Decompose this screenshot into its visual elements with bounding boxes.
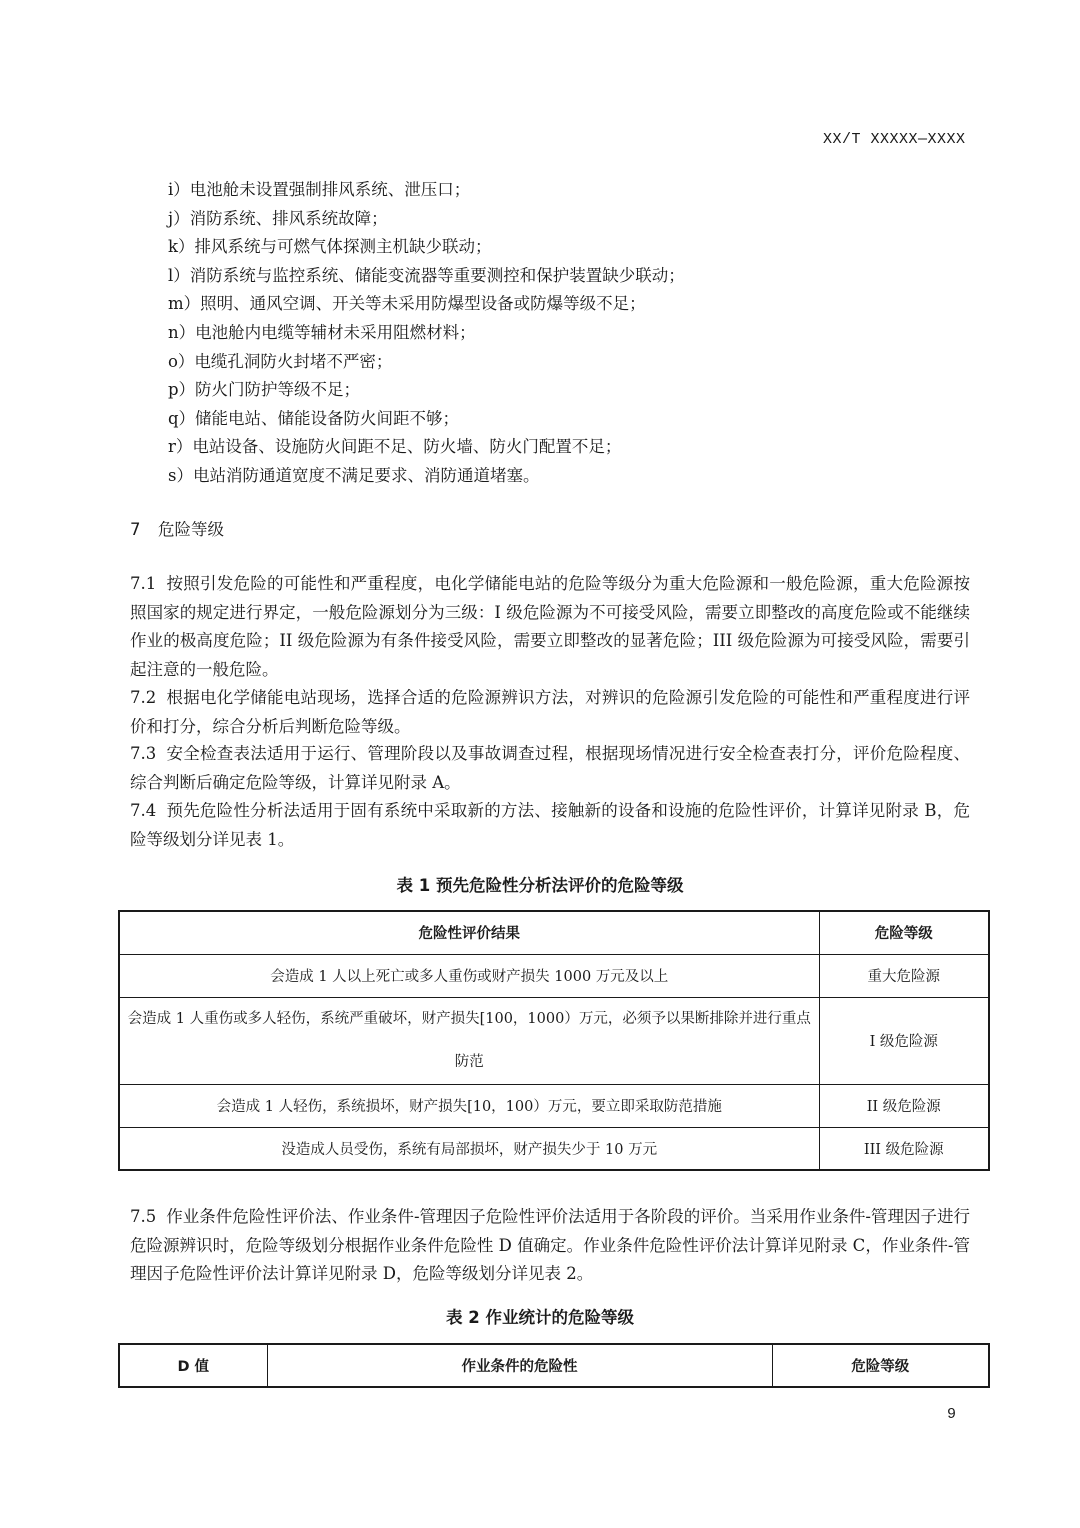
list-item: j）消防系统、排风系统故障； (168, 208, 388, 228)
clause-number: 7.4 (130, 801, 157, 820)
list-item: n）电池舱内电缆等辅材未采用阻燃材料； (168, 322, 476, 342)
paragraph-text: 预先危险性分析法适用于固有系统中采取新的方法、接触新的设备和设施的危险性评价，计算详见附录 B，危险等级划分详见表 1。 (130, 801, 970, 849)
paragraph-text: 安全检查表法适用于运行、管理阶段以及事故调查过程，根据现场情况进行安全检查表打分，评价危险程度、综合判断后确定危险等级，计算详见附录 A。 (130, 744, 970, 792)
table-header: D 值 (119, 1344, 267, 1387)
table-header: 危险性评价结果 (119, 911, 819, 954)
paragraph-7-3 (130, 740, 970, 797)
table-header: 危险等级 (819, 911, 989, 954)
list-item: l）消防系统与监控系统、储能变流器等重要测控和保护装置缺少联动； (168, 265, 685, 285)
section-title: 危险等级 (158, 520, 224, 539)
list-item: p）防火门防护等级不足； (168, 380, 361, 400)
paragraph-7-5 (130, 1203, 970, 1289)
hazard-list (168, 176, 685, 491)
table-cell: 没造成人员受伤，系统有局部损坏，财产损失少于 10 万元 (119, 1127, 819, 1170)
list-item: q）储能电站、储能设备防火间距不够； (168, 408, 460, 428)
clause-number: 7.1 (130, 574, 157, 593)
table-cell: 会造成 1 人轻伤，系统损坏，财产损失[10，100）万元，要立即采取防范措施 (119, 1084, 819, 1127)
table-cell: 重大危险源 (819, 954, 989, 997)
table-cell: III 级危险源 (819, 1127, 989, 1170)
clause-number: 7.5 (130, 1207, 157, 1226)
paragraph-text: 按照引发危险的可能性和严重程度，电化学储能电站的危险等级分为重大危险源和一般危险源，重大危险源按照国家的规定进行界定，一般危险源划分为三级：I 级危险源为不可接受风险，需要立即整改的高度危险或不能继续作业的极高度危险；II 级危险源为有条件接受风险，需要立即整改的显著危险；III 级危险源为可接受风险，需要引起注意的一般危险。 (130, 574, 970, 679)
table-row (119, 1084, 989, 1127)
table-row (119, 997, 989, 1084)
table-row (119, 954, 989, 997)
clause-number: 7.2 (130, 688, 157, 707)
table-cell: II 级危险源 (819, 1084, 989, 1127)
document-code: XX/T XXXXX—XXXX (823, 131, 966, 148)
list-item: r）电站设备、设施防火间距不足、防火墙、防火门配置不足； (168, 437, 622, 457)
table-row (119, 1127, 989, 1170)
table1 (118, 910, 990, 1171)
paragraph-7-4 (130, 797, 970, 854)
clause-number: 7.3 (130, 744, 157, 763)
list-item: s）电站消防通道宽度不满足要求、消防通道堵塞。 (168, 465, 540, 485)
paragraph-7-1 (130, 570, 970, 684)
table-header: 危险等级 (772, 1344, 989, 1387)
page-number: 9 (947, 1406, 957, 1423)
paragraph-text: 根据电化学储能电站现场，选择合适的危险源辨识方法，对辨识的危险源引发危险的可能性和严重程度进行评价和打分，综合分析后判断危险等级。 (130, 688, 970, 736)
section-heading (130, 516, 224, 540)
table1-caption: 表 1 预先危险性分析法评价的危险等级 (396, 876, 684, 895)
table2 (118, 1343, 990, 1388)
table-header: 作业条件的危险性 (267, 1344, 772, 1387)
section-number: 7 (130, 520, 141, 539)
table-cell: 会造成 1 人重伤或多人轻伤，系统严重破坏，财产损失[100，1000）万元，必须予以果断排除并进行重点防范 (119, 997, 819, 1084)
list-item: k）排风系统与可燃气体探测主机缺少联动； (168, 237, 492, 257)
paragraph-7-2 (130, 684, 970, 741)
table-cell: I 级危险源 (819, 997, 989, 1084)
paragraph-text: 作业条件危险性评价法、作业条件-管理因子危险性评价法适用于各阶段的评价。当采用作业条件-管理因子进行危险源辨识时，危险等级划分根据作业条件危险性 D 值确定。作业条件危险性评价法计算详见附录 C，作业条件-管理因子危险性评价法计算详见附录 D，危险等级划分详见表 2。 (130, 1207, 970, 1284)
table-cell: 会造成 1 人以上死亡或多人重伤或财产损失 1000 万元及以上 (119, 954, 819, 997)
list-item: i）电池舱未设置强制排风系统、泄压口； (168, 180, 471, 199)
list-item: o）电缆孔洞防火封堵不严密； (168, 351, 393, 371)
table2-caption: 表 2 作业统计的危险等级 (446, 1308, 634, 1327)
list-item: m）照明、通风空调、开关等未采用防爆型设备或防爆等级不足； (168, 294, 646, 314)
